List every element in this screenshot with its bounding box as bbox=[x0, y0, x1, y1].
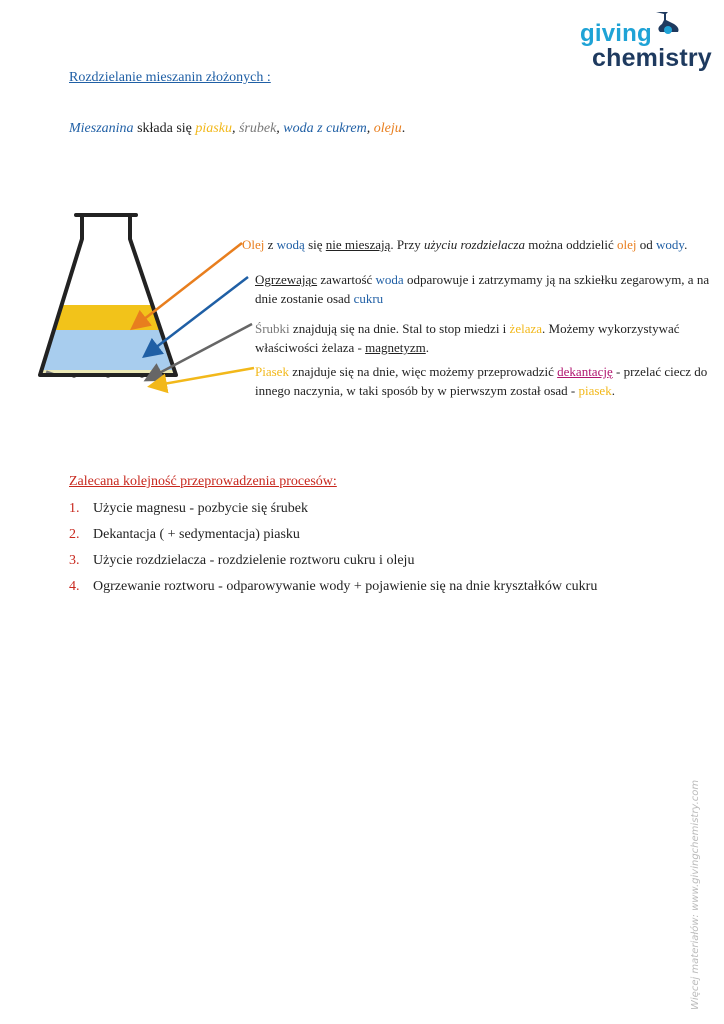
giving-chemistry-logo bbox=[578, 10, 718, 74]
mixture-period: . bbox=[401, 121, 406, 136]
not-mixing-term: nie mieszają bbox=[325, 237, 391, 252]
mixture-word: Mieszanina bbox=[69, 121, 134, 136]
water-arrow bbox=[146, 277, 248, 355]
sand-term: Piasek bbox=[255, 364, 289, 379]
erlenmeyer-flask-illustration bbox=[30, 205, 270, 405]
text: znajduje się na dnie, więc możemy przeprowadzić bbox=[288, 364, 558, 379]
sand-word: piasku bbox=[195, 121, 232, 136]
step-number: 4. bbox=[69, 579, 80, 594]
text: zawartość bbox=[317, 272, 376, 287]
text: znajdują się na dnie. Stal to stop miedzi i bbox=[289, 321, 510, 336]
logo-word-giving: giving bbox=[580, 20, 652, 47]
oil-term: olej bbox=[617, 237, 637, 252]
text: . bbox=[611, 383, 615, 398]
text: . bbox=[684, 237, 688, 252]
oil-term: Olej bbox=[242, 237, 265, 252]
step-text: Dekantacja ( + sedymentacja) piasku bbox=[93, 527, 300, 542]
separator-term: użyciu rozdzielacza bbox=[424, 237, 525, 252]
steps-list bbox=[69, 499, 597, 603]
recommended-order-title: Zalecana kolejność przeprowadzenia procesów: bbox=[69, 474, 337, 489]
text: odparowuje i zatrzymamy ją na szkiełku zegarowym, a na dnie zostanie osad bbox=[255, 272, 710, 306]
text: . Możemy wykorzystywać właściwości żelaza - bbox=[255, 321, 680, 355]
text: . bbox=[425, 340, 429, 355]
oil-arrow bbox=[134, 243, 242, 327]
mixture-text: składa się bbox=[133, 121, 196, 136]
mixture-comma: , bbox=[366, 121, 374, 136]
sand-term: piasek bbox=[578, 383, 612, 398]
annotation-screws bbox=[255, 319, 710, 357]
step-number: 1. bbox=[69, 501, 80, 516]
heating-term: Ogrzewając bbox=[255, 272, 318, 287]
step-number: 3. bbox=[69, 553, 80, 568]
step-text: Ogrzewanie roztworu - odparowywanie wody + pojawienie się na dnie kryształków cukru bbox=[93, 579, 598, 594]
mixture-comma: , bbox=[276, 121, 284, 136]
list-item bbox=[69, 525, 597, 551]
text: się bbox=[304, 237, 326, 252]
list-item bbox=[69, 499, 597, 525]
page-title: Rozdzielanie mieszanin złożonych : bbox=[69, 70, 271, 85]
text: - przelać ciecz do innego naczynia, w taki sposób by w pierwszym został osad - bbox=[255, 364, 708, 398]
watermark-text: Więcej materiałów: www.givingchemistry.com bbox=[690, 779, 701, 1010]
text: od bbox=[636, 237, 657, 252]
text: można oddzielić bbox=[524, 237, 618, 252]
text: z bbox=[264, 237, 277, 252]
screws-term: Śrubki bbox=[255, 321, 290, 336]
water-layer bbox=[30, 330, 230, 370]
decantation-term: dekantację bbox=[557, 364, 613, 379]
water-term: woda bbox=[375, 272, 404, 287]
list-item bbox=[69, 551, 597, 577]
sugar-term: cukru bbox=[353, 291, 384, 306]
sugar-water-word: woda z cukrem bbox=[283, 121, 367, 136]
iron-term: żelaza bbox=[509, 321, 543, 336]
step-text: Użycie magnesu - pozbycie się śrubek bbox=[93, 501, 308, 516]
annotation-oil bbox=[242, 235, 697, 254]
list-item bbox=[69, 577, 597, 603]
logo-word-chemistry: chemistry bbox=[592, 44, 712, 72]
annotation-sand bbox=[255, 362, 710, 400]
magnetism-term: magnetyzm bbox=[365, 340, 426, 355]
oil-word: oleju bbox=[373, 121, 402, 136]
step-text: Użycie rozdzielacza - rozdzielenie roztworu cukru i oleju bbox=[93, 553, 415, 568]
screws-word: śrubek bbox=[238, 121, 277, 136]
mixture-sentence bbox=[69, 121, 405, 137]
water-term: wody bbox=[656, 237, 685, 252]
text: . Przy bbox=[390, 237, 424, 252]
mixture-comma: , bbox=[231, 121, 239, 136]
annotation-water bbox=[255, 270, 710, 308]
step-number: 2. bbox=[69, 527, 80, 542]
water-term: wodą bbox=[276, 237, 305, 252]
